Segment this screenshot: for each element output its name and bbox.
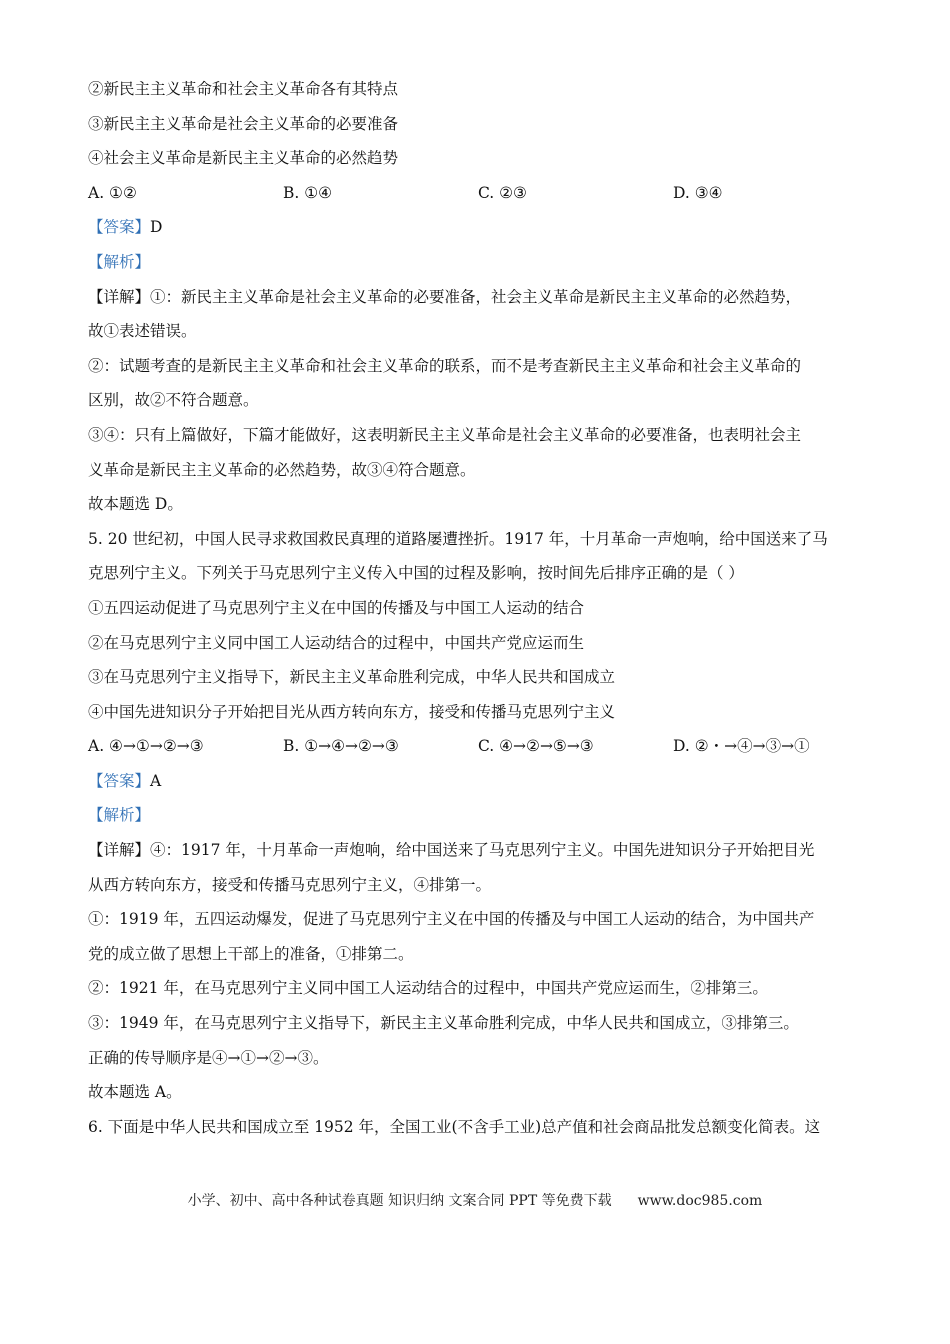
q6-stem: 6. 下面是中华人民共和国成立至 1952 年，全国工业(不含手工业)总产值和社会商品批发总额变化简表。这: [88, 1117, 821, 1136]
q5-explain-4: 党的成立做了思想上干部上的准备，①排第二。: [88, 944, 414, 963]
detail-tag: 【详解】: [88, 287, 151, 306]
q4-options: [88, 176, 868, 211]
footer-text: 小学、初中、高中各种试卷真题 知识归纳 文案合同 PPT 等免费下载: [187, 1193, 612, 1209]
q5-explain-6: ③：1949 年，在马克思列宁主义指导下，新民主主义革命胜利完成，中华人民共和国成立，③排第三。: [88, 1014, 799, 1033]
q4-analysis-tag: 【解析】: [88, 252, 151, 271]
q5-statement-3: ③在马克思列宁主义指导下，新民主主义革命胜利完成，中华人民共和国成立: [88, 668, 616, 687]
q4-answer: [88, 210, 868, 245]
q4-explain-2: 故①表述错误。: [88, 322, 197, 341]
q5-explain-2: 从西方转向东方，接受和传播马克思列宁主义，④排第一。: [88, 875, 492, 894]
q5-stem-1: 5. 20 世纪初，中国人民寻求救国救民真理的道路屡遭挫折。1917 年，十月革命一声炮响，给中国送来了马: [88, 529, 828, 548]
q5-stem-2: 克思列宁主义。下列关于马克思列宁主义传入中国的过程及影响，按时间先后排序正确的是（ ）: [88, 564, 744, 583]
q4-statement-2: ②新民主主义革命和社会主义革命各有其特点: [88, 80, 399, 98]
q5-answer: [88, 764, 868, 799]
q4-option-d: D. ③④: [673, 183, 723, 202]
q4-statement-3: ③新民主主义革命是社会主义革命的必要准备: [88, 114, 399, 133]
q4-explain-5: ③④：只有上篇做好，下篇才能做好，这表明新民主主义革命是社会主义革命的必要准备，也表明社会主: [88, 425, 802, 444]
q5-explain-5: ②：1921 年，在马克思列宁主义同中国工人运动结合的过程中，中国共产党应运而生，②排第三。: [88, 979, 768, 998]
q5-explain-1: 【详解】④：1917 年，十月革命一声炮响，给中国送来了马克思列宁主义。中国先进知识分子开始把目光: [88, 841, 815, 860]
q4-conclusion: 故本题选 D。: [88, 495, 183, 514]
q4-statement-4: ④社会主义革命是新民主主义革命的必然趋势: [88, 149, 399, 168]
q4-explain-3: ②：试题考查的是新民主主义革命和社会主义革命的联系，而不是考查新民主主义革命和社会主义革命的: [88, 356, 802, 375]
q5-explain-7: 正确的传导顺序是④→①→②→③。: [88, 1048, 329, 1067]
q4-option-b: B. ①④: [283, 183, 333, 202]
q5-answer-value: A: [150, 771, 162, 790]
q4-explain-4: 区别，故②不符合题意。: [88, 391, 259, 410]
answer-tag: 【答案】: [88, 218, 151, 237]
q5-conclusion: 故本题选 A。: [88, 1083, 182, 1102]
document-page: [88, 72, 868, 1144]
answer-tag: 【答案】: [88, 771, 151, 790]
q5-statement-4: ④中国先进知识分子开始把目光从西方转向东方，接受和传播马克思列宁主义: [88, 702, 616, 721]
q4-option-a: A. ①②: [88, 183, 137, 202]
q5-statement-2: ②在马克思列宁主义同中国工人运动结合的过程中，中国共产党应运而生: [88, 633, 585, 652]
q5-analysis-tag: 【解析】: [88, 806, 151, 825]
q5-option-a: A. ④→①→②→③: [88, 737, 204, 756]
q4-answer-value: D: [150, 218, 163, 237]
q5-options: [88, 729, 868, 764]
q5-option-b: B. ①→④→②→③: [283, 737, 399, 756]
q5-option-d: D. ②・→④→③→①: [673, 737, 810, 756]
q5-statement-1: ①五四运动促进了马克思列宁主义在中国的传播及与中国工人运动的结合: [88, 598, 585, 617]
page-footer: [0, 1190, 950, 1210]
detail-tag: 【详解】: [88, 841, 151, 860]
q4-option-c: C. ②③: [478, 183, 527, 202]
q4-explain-6: 义革命是新民主主义革命的必然趋势，故③④符合题意。: [88, 460, 476, 479]
q5-option-c: C. ④→②→⑤→③: [478, 737, 594, 756]
q4-explain-1: 【详解】①：新民主主义革命是社会主义革命的必要准备，社会主义革命是新民主主义革命的必然趋势，: [88, 287, 802, 306]
q5-explain-3: ①：1919 年，五四运动爆发，促进了马克思列宁主义在中国的传播及与中国工人运动的结合，为中国共产: [88, 910, 815, 929]
footer-url[interactable]: www.doc985.com: [637, 1193, 763, 1209]
